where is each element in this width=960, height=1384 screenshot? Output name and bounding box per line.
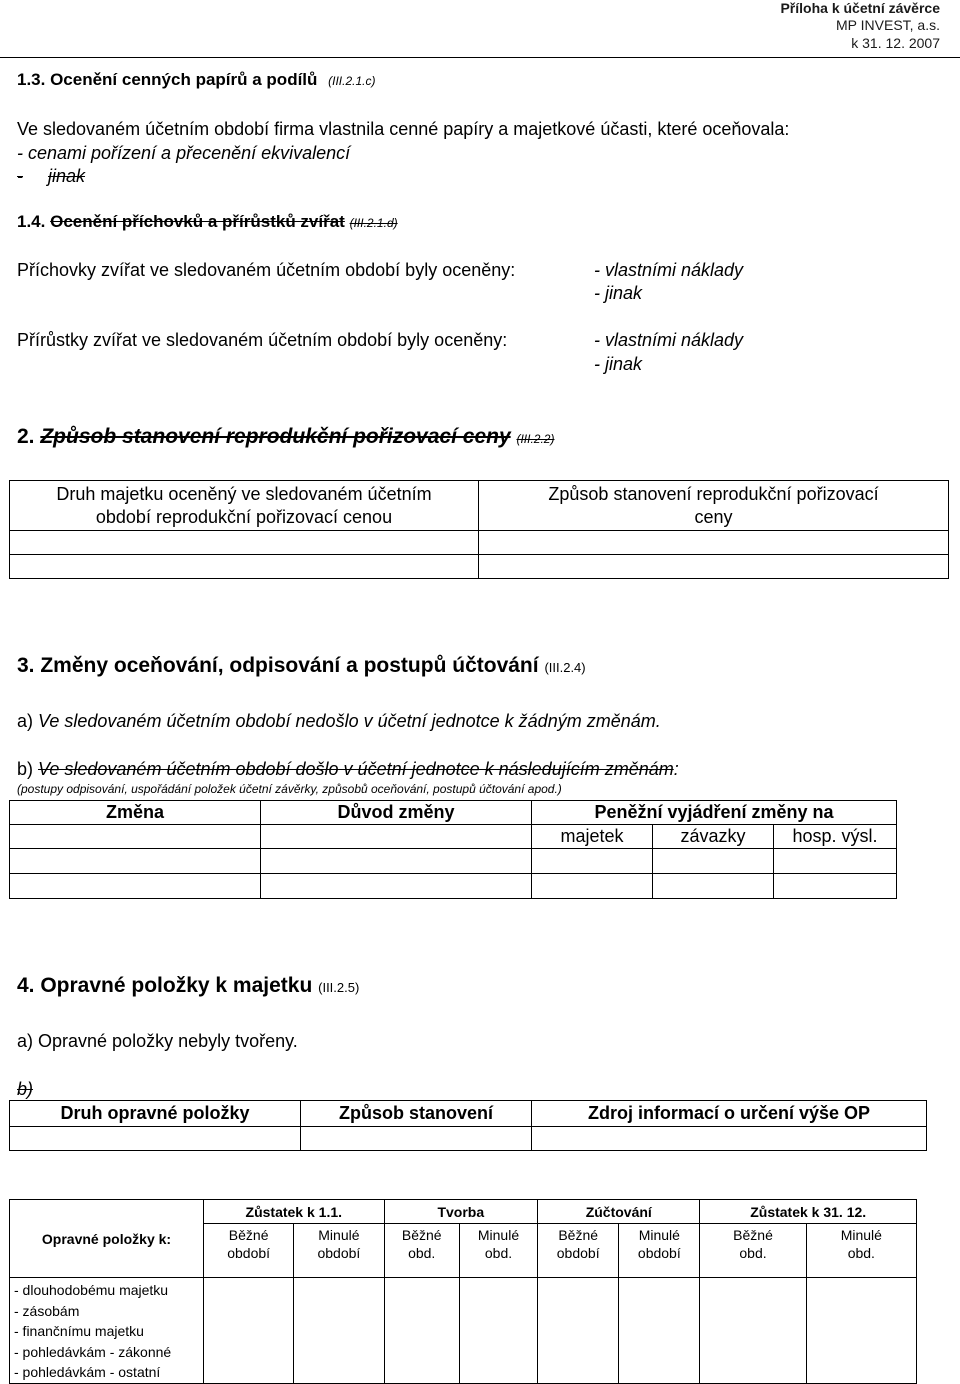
section-1-3-item2: - jinak [17, 166, 86, 186]
group-settlement: Zúčtování [538, 1200, 700, 1224]
table-cell [700, 1278, 806, 1384]
section-1-4-heading [17, 212, 398, 232]
replacement-col-asset-type: Druh majetku oceněný ve sledovaném účetním období reprodukční pořizovací cenou [10, 481, 479, 531]
table-cell [10, 555, 479, 579]
section-3-title: 3. Změny oceňování, odpisování a postupů účtování [17, 654, 539, 677]
section-3-ref: (III.2.4) [544, 660, 586, 675]
subheader-cell [204, 1224, 294, 1278]
offspring-label: Příchovky zvířat ve sledovaném účetním období byly oceněny: [17, 260, 516, 280]
table-cell [301, 1127, 532, 1151]
group-opening-balance: Zůstatek k 1.1. [204, 1200, 385, 1224]
growth-label: Přírůstky zvířat ve sledovaném účetním období byly oceněny: [17, 330, 508, 350]
section-1-4-num: 1.4. [17, 212, 46, 231]
section-2-num: 2. [17, 425, 35, 448]
section-3-note: (postupy odpisování, uspořádání položek účetní závěrky, způsobů oceňování, postupů účtování apod.) [17, 782, 562, 796]
subheader-cell [294, 1224, 384, 1278]
table-cell [532, 1127, 927, 1151]
table-cell [774, 874, 897, 899]
list-item: - zásobám [14, 1302, 80, 1319]
table-cell [806, 1278, 916, 1384]
offspring-option-other: - jinak [594, 283, 643, 303]
subheader-cell [619, 1224, 700, 1278]
table-cell [10, 849, 261, 874]
subheader-line2: obd. [739, 1245, 767, 1261]
header-title: Příloha k účetní závěrce [780, 0, 940, 16]
header-company: MP INVEST, a.s. [836, 17, 940, 33]
allowances-method-table [9, 1100, 927, 1151]
subheader-line2: období [637, 1245, 681, 1261]
subheader-line1: Běžné [558, 1227, 599, 1243]
allowances-rowhead: Opravné položky k: [10, 1200, 204, 1278]
subheader-line1: Běžné [733, 1227, 773, 1243]
list-item: - pohledávkám - ostatní [14, 1364, 161, 1381]
table-cell [10, 874, 261, 899]
changes-col-money: Peněžní vyjádření změny na [532, 801, 897, 825]
section-1-3-item1: - cenami pořízení a přecenění ekvivalencí [17, 143, 351, 163]
list-item: - pohledávkám - zákonné [14, 1343, 172, 1360]
subheader-line2: obd. [847, 1245, 875, 1261]
subheader-line2: období [227, 1245, 271, 1261]
section-1-3-ref: (III.2.1.c) [328, 74, 376, 88]
table-cell [10, 531, 479, 555]
subheader-cell [700, 1224, 806, 1278]
subheader-line2: období [317, 1245, 361, 1261]
allowances-balance-table [9, 1199, 917, 1384]
section-1-3-title: 1.3. Ocenění cenných papírů a podílů [17, 70, 318, 89]
subheader-cell [459, 1224, 537, 1278]
replacement-cost-table [9, 480, 949, 579]
offspring-option-own-costs: - vlastními náklady [594, 260, 744, 280]
table-cell [532, 849, 653, 874]
subheader-cell [384, 1224, 459, 1278]
replacement-col-method: Způsob stanovení reprodukční pořizovací ceny [479, 481, 949, 531]
section-1-4-ref: (III.2.1.d) [349, 216, 398, 230]
group-closing-balance: Zůstatek k 31. 12. [700, 1200, 917, 1224]
subheader-line1: Běžné [228, 1227, 269, 1243]
header-date: k 31. 12. 2007 [851, 35, 940, 51]
subheader-cell [538, 1224, 619, 1278]
subheader-line2: obd. [408, 1245, 436, 1261]
table-cell [479, 531, 949, 555]
table-cell [653, 849, 774, 874]
subheader-line1: Minulé [477, 1227, 520, 1243]
table-cell [261, 874, 532, 899]
subheader-line2: obd. [484, 1245, 513, 1261]
table-cell [261, 825, 532, 849]
table-cell [10, 825, 261, 849]
group-creation: Tvorba [384, 1200, 538, 1224]
section-4-ref: (III.2.5) [318, 980, 360, 995]
section-4-a: a) Opravné položky nebyly tvořeny. [17, 1031, 298, 1051]
allowances-row-labels [10, 1278, 204, 1384]
section-1-4-title: Ocenění příchovků a přírůstků zvířat [50, 212, 345, 231]
section-1-3-heading [17, 70, 375, 90]
changes-sub-result: hosp. výsl. [774, 825, 897, 849]
allowances-col-source: Zdroj informací o určení výše OP [532, 1101, 927, 1127]
section-3-heading [17, 654, 586, 678]
table-cell [384, 1278, 459, 1384]
section-2-heading [17, 425, 554, 449]
changes-sub-liabilities: závazky [653, 825, 774, 849]
subheader-line2: období [556, 1245, 600, 1261]
table-cell [10, 1127, 301, 1151]
section-3-a: a) Ve sledovaném účetním období nedošlo v účetní jednotce k žádným změnám. [17, 711, 661, 731]
growth-option-other: - jinak [594, 354, 643, 374]
list-item: - finančnímu majetku [14, 1323, 144, 1340]
subheader-line1: Minulé [840, 1227, 882, 1243]
list-item: - dlouhodobému majetku [14, 1282, 169, 1298]
table-cell [261, 849, 532, 874]
table-cell [538, 1278, 619, 1384]
table-cell [532, 874, 653, 899]
changes-table [9, 800, 897, 899]
table-cell [294, 1278, 384, 1384]
subheader-line1: Běžné [401, 1227, 442, 1243]
section-2-title: Způsob stanovení reprodukční pořizovací ceny [40, 425, 511, 448]
table-cell [459, 1278, 537, 1384]
subheader-cell [806, 1224, 916, 1278]
subheader-line1: Minulé [318, 1227, 360, 1243]
table-cell [479, 555, 949, 579]
section-4-b: b) [17, 1079, 34, 1099]
growth-option-own-costs: - vlastními náklady [594, 330, 744, 350]
changes-sub-asset: majetek [532, 825, 653, 849]
section-1-3-intro: Ve sledovaném účetním období firma vlastnila cenné papíry a majetkové účasti, které oceňovala: [17, 119, 790, 139]
table-cell [653, 874, 774, 899]
subheader-line1: Minulé [638, 1227, 680, 1243]
section-4-title: 4. Opravné položky k majetku [17, 974, 313, 997]
table-cell [774, 849, 897, 874]
table-cell [204, 1278, 294, 1384]
allowances-col-method: Způsob stanovení [301, 1101, 532, 1127]
table-cell [619, 1278, 700, 1384]
allowances-col-type: Druh opravné položky [10, 1101, 301, 1127]
section-4-heading [17, 974, 359, 998]
section-3-b: b) Ve sledovaném účetním období došlo v účetní jednotce k následujícím změnám: [17, 759, 679, 779]
changes-col-change: Změna [10, 801, 261, 825]
header-rule [0, 57, 960, 58]
changes-col-reason: Důvod změny [261, 801, 532, 825]
section-2-ref: (III.2.2) [516, 432, 555, 446]
